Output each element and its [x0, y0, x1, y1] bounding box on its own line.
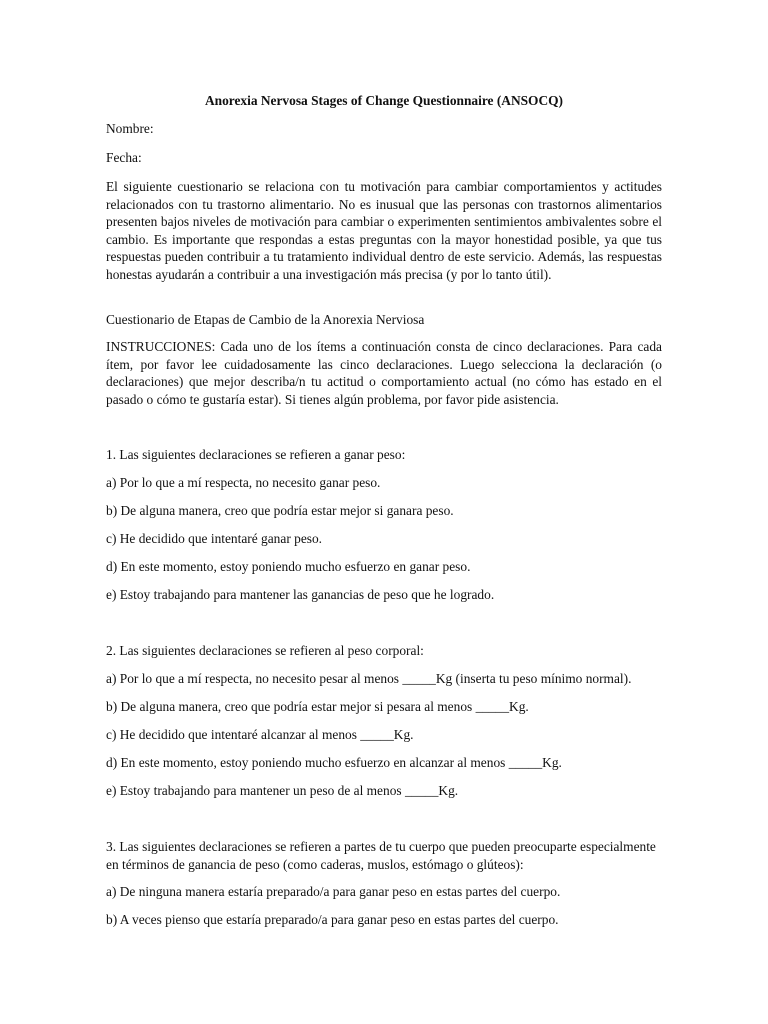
question-1 — [106, 446, 662, 614]
question-3 — [106, 838, 662, 939]
document-title: Anorexia Nervosa Stages of Change Questionnaire (ANSOCQ) — [204, 93, 564, 108]
question-1-prompt: 1. Las siguientes declaraciones se refieren a ganar peso: — [106, 447, 406, 462]
question-2-option-a: a) Por lo que a mí respecta, no necesito pesar al menos _____Kg (inserta tu peso mínimo normal). — [106, 670, 632, 686]
question-2-prompt: 2. Las siguientes declaraciones se refieren al peso corporal: — [106, 643, 424, 658]
question-2-option-d: d) En este momento, estoy poniendo mucho esfuerzo en alcanzar al menos _____Kg. — [106, 754, 562, 770]
questionnaire-subtitle: Cuestionario de Etapas de Cambio de la Anorexia Nerviosa — [106, 312, 425, 327]
question-3-option-a: a) De ninguna manera estaría preparado/a para ganar peso en estas partes del cuerpo. — [106, 884, 561, 899]
date-label: Fecha: — [106, 150, 142, 165]
question-1-option-a: a) Por lo que a mí respecta, no necesito ganar peso. — [106, 474, 381, 490]
question-1-option-d: d) En este momento, estoy poniendo mucho esfuerzo en ganar peso. — [106, 558, 471, 574]
instructions-paragraph: INSTRUCCIONES: Cada uno de los ítems a continuación consta de cinco declaraciones. Para cada ítem, por favor lee cuidadosamente las cinco declaraciones. Luego selecciona la declaración (o declaraciones) que mejor describa/n tu actitud o comportamiento actual (no cómo has estado en el pasado o cómo te gustaría estar). Si tienes algún problema, por favor pide asistencia. — [106, 339, 662, 407]
intro-paragraph: El siguiente cuestionario se relaciona con tu motivación para cambiar comportamientos y actitudes relacionados con tu trastorno alimentario. No es inusual que las personas con trastornos alimentarios presenten bajos niveles de motivación para cambiar o experimenten sentimientos ambivalentes sobre el cambio. Es importante que respondas a estas preguntas con la mayor honestidad posible, ya que tus respuestas pueden contribuir a tu tratamiento individual dentro de este servicio. Además, las respuestas honestas ayudarán a contribuir a una investigación más precisa (y por lo tanto útil). — [106, 179, 662, 282]
question-2 — [106, 642, 662, 810]
question-3-prompt: 3. Las siguientes declaraciones se refieren a partes de tu cuerpo que pueden preocuparte especialmente en términos de ganancia de peso (como caderas, muslos, estómago o glúteos): — [106, 839, 656, 872]
question-2-option-b: b) De alguna manera, creo que podría estar mejor si pesara al menos _____Kg. — [106, 698, 529, 714]
question-1-option-e: e) Estoy trabajando para mantener las ganancias de peso que he logrado. — [106, 586, 495, 602]
question-1-option-b: b) De alguna manera, creo que podría estar mejor si ganara peso. — [106, 502, 454, 518]
name-label: Nombre: — [106, 121, 154, 136]
question-1-option-c: c) He decidido que intentaré ganar peso. — [106, 530, 323, 546]
question-3-option-b: b) A veces pienso que estaría preparado/a para ganar peso en estas partes del cuerpo. — [106, 912, 559, 927]
question-2-option-c: c) He decidido que intentaré alcanzar al menos _____Kg. — [106, 726, 414, 742]
question-2-option-e: e) Estoy trabajando para mantener un peso de al menos _____Kg. — [106, 782, 459, 798]
